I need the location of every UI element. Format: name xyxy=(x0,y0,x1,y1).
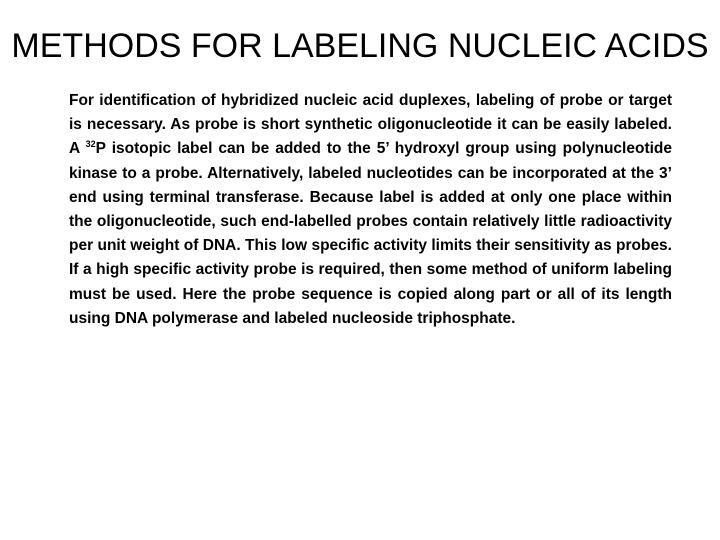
body-paragraph xyxy=(69,89,672,331)
slide-body xyxy=(69,89,672,331)
slide-title: METHODS FOR LABELING NUCLEIC ACIDS xyxy=(11,27,709,65)
paragraph-text-rest: P isotopic label can be added to the 5’ hydroxyl group using polynucleotide kinase to a probe. Alternatively, labeled nucleotides can be incorporated at the 3’ end using terminal transferase. Because label is added at only one place within the oligonucleotide, such end-labelled probes contain relatively little radioactivity per unit weight of DNA. This low specific activity limits their sensitivity as probes. If a high specific activity probe is required, then some method of uniform labeling must be used. Here the probe sequence is copied along part or all of its length using DNA polymerase and labeled nucleoside triphosphate. xyxy=(69,140,672,327)
isotope-superscript: 32 xyxy=(85,139,96,150)
paragraph-text-start: For identification of hybridized nucleic acid duplexes, labeling of probe or target is necessary. As probe is short synthetic oligonucleotide it can be easily labeled. A xyxy=(69,92,672,158)
